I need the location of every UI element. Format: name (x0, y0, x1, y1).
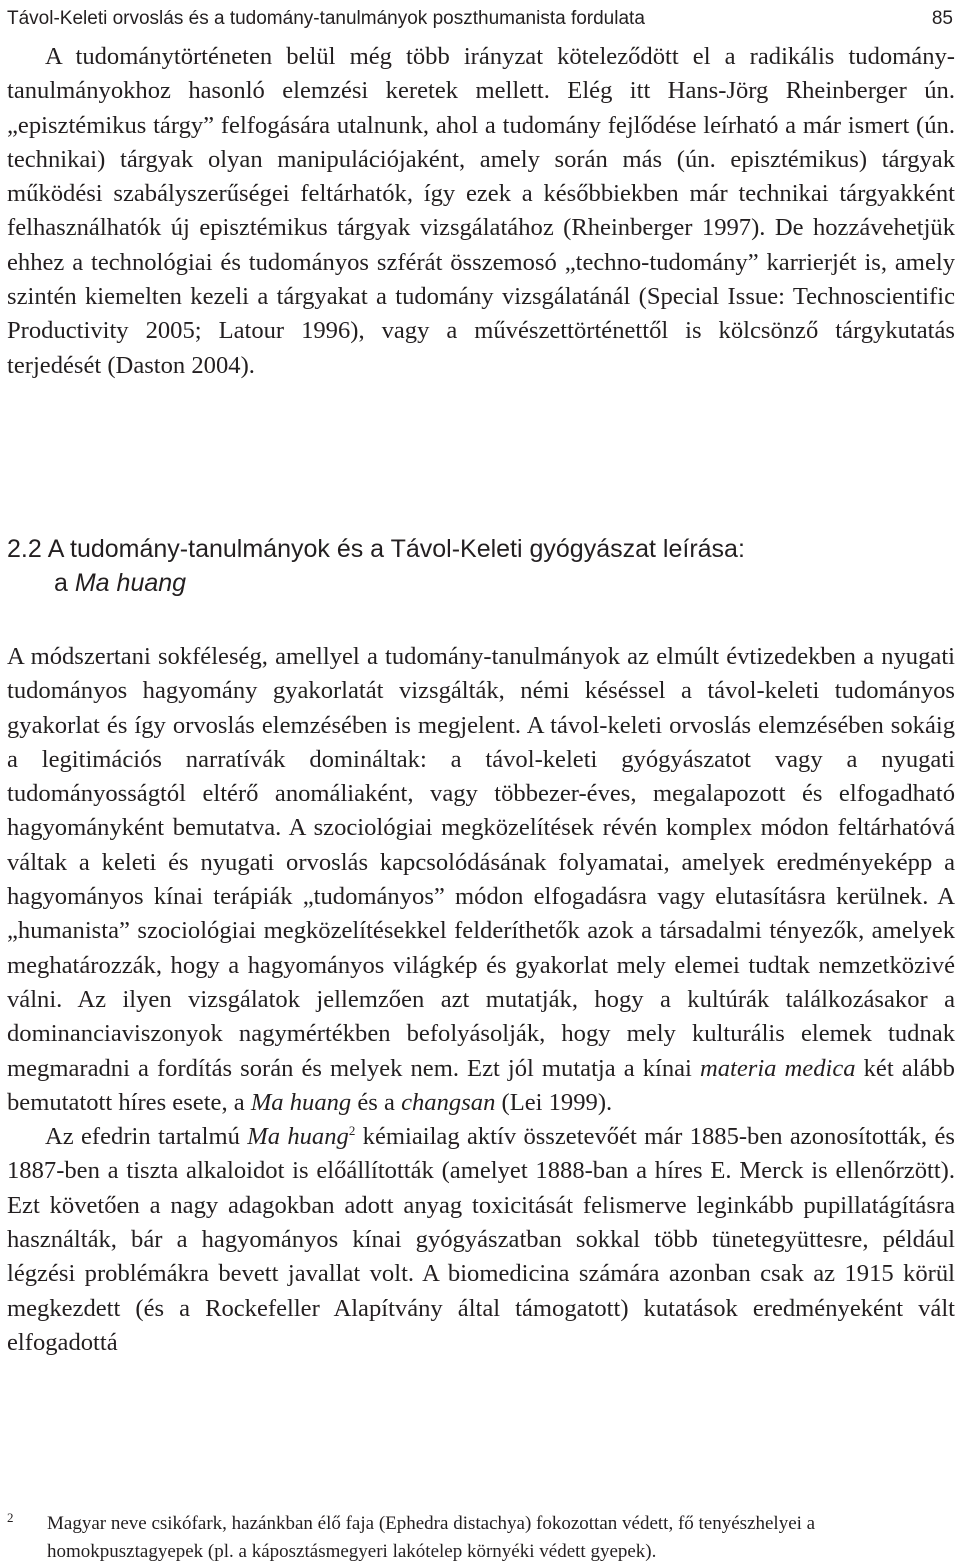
section-number: 2.2 (7, 535, 42, 563)
paragraph-2-text-a: A módszertani sokféleség, amellyel a tudomány-tanulmányok az elmúlt évtizedekben a nyugati tudományos hagyomány gyakorlatát vizsgálták, némi késéssel a távol-keleti tudományos gyakorlat és így orvoslás elemzésében is megjelent. A távol-keleti orvoslás elemzésében sokáig a legitimációs narratívák domináltak: a távol-keleti gyógyászatot vagy a nyugati tudományosságtól eltérő anomáliaként, vagy többezer-éves, megalapozott és elfogadható hagyományként bemutatva. A szociológiai megközelítések révén komplex módon feltárhatóvá váltak a keleti és nyugati orvoslás kapcsolódásának folyamatai, amelyek eredményeképp a hagyományos kínai terápiák „tudományos” módon elfogadásra vagy elutasításra kerülnek. A „humanista” szociológiai megközelítésekkel felderíthetők azok a társadalmi tényezők, amelyek meghatározzák, hogy a hagyományos világkép és gyakorlat mely elemei tudtak nemzetközivé válni. Az ilyen vizsgálatok jellemzően azt mutatják, hogy a kultúrák találkozásakor a dominanciaviszonyok nagymértékben befolyásolják, hogy mely kulturális elemek tudnak megmaradni a fordítás során és melyek nem. Ezt jól mutatja a kínai (7, 643, 955, 1082)
paragraph-3 (7, 1120, 955, 1360)
paragraph-2 (7, 640, 955, 1120)
paragraph-2-italic-changsan: changsan (401, 1088, 496, 1116)
section-title-prefix: a (54, 569, 75, 597)
footnote (7, 1510, 955, 1566)
footnote-mark: 2 (7, 1510, 14, 1525)
paragraph-3-text-a: Az efedrin tartalmú (45, 1123, 248, 1151)
section-title-italic: Ma huang (74, 569, 187, 597)
paragraph-2-text-c: és a (351, 1088, 402, 1116)
page-number: 85 (931, 8, 953, 29)
footnote-text: Magyar neve csikófark, hazánkban élő faja (Ephedra distachya) fokozottan védett, fő tenyészhelyei a homokpusztagyepek (pl. a káposztásmegyeri lakótelep környéki védett gyepek). (47, 1513, 816, 1562)
section-heading-line-2 (7, 566, 955, 600)
paragraph-3-text-b: kémiailag aktív összetevőét már 1885-ben azonosították, és 1887-ben a tiszta alkaloidot is előállították (amelyet 1888-ban a híres E. Merck is ellenőrzött). Ezt követően a nagy adagokban adott anyag toxicitását felismerve leginkább pupillatágításra használták, bár a hagyományos kínai gyógyászatban sokkal több tünetegyüttesre, például légzési problémákra bevett javallat volt. A biomedicina számára azonban csak az 1915 körül megkezdett (és a Rockefeller Alapítvány által támogatott) kutatások eredményeként vált elfogadottá (7, 1123, 955, 1356)
section-title: A tudomány-tanulmányok és a Távol-Keleti gyógyászat leírása: (47, 535, 745, 563)
paragraph-2-text-d: (Lei 1999). (495, 1088, 613, 1116)
paragraph-2-italic-ma-huang: Ma huang (250, 1088, 352, 1116)
running-head-title: Távol-Keleti orvoslás és a tudomány-tanulmányok poszthumanista fordulata (7, 8, 645, 29)
footnote-reference[interactable]: 2 (348, 1122, 356, 1138)
section-heading (7, 532, 955, 600)
body-text-block-2 (7, 640, 955, 1360)
paragraph-2-italic-materia-medica: materia medica (699, 1054, 856, 1082)
book-page (7, 0, 955, 1566)
paragraph-3-italic-ma-huang: Ma huang (247, 1123, 349, 1151)
running-header (7, 4, 955, 34)
body-text-block-1 (7, 40, 955, 383)
paragraph-2-text-b: két alább bemutatott híres esete, a (7, 1054, 955, 1116)
paragraph-1: A tudománytörténeten belül még több irányzat köteleződött el a radikális tudomány-tanulmányokhoz hasonló elemzési keretek mellett. Elég itt Hans-Jörg Rheinberger ún. „episztémikus tárgy” felfogására utalnunk, ahol a tudomány fejlődése leírható a már ismert (ún. technikai) tárgyak olyan manipulációjaként, amely során más (ún. episztémikus) tárgyak működési szabályszerűségei feltárhatók, így ezek a későbbiekben már technikai tárgyakként felhasználhatók új episztémikus tárgyak vizsgálatához (Rheinberger 1997). De hozzávehetjük ehhez a technológiai és tudományos szférát összemosó „techno-tudomány” karrierjét is, amely szintén kiemelten kezeli a tárgyakat a tudomány vizsgálatánál (Special Issue: Technoscientific Productivity 2005; Latour 1996), vagy a művészettörténettől is kölcsönző tárgykutatás terjedését (Daston 2004). (7, 43, 955, 379)
section-heading-line-1 (7, 535, 745, 563)
